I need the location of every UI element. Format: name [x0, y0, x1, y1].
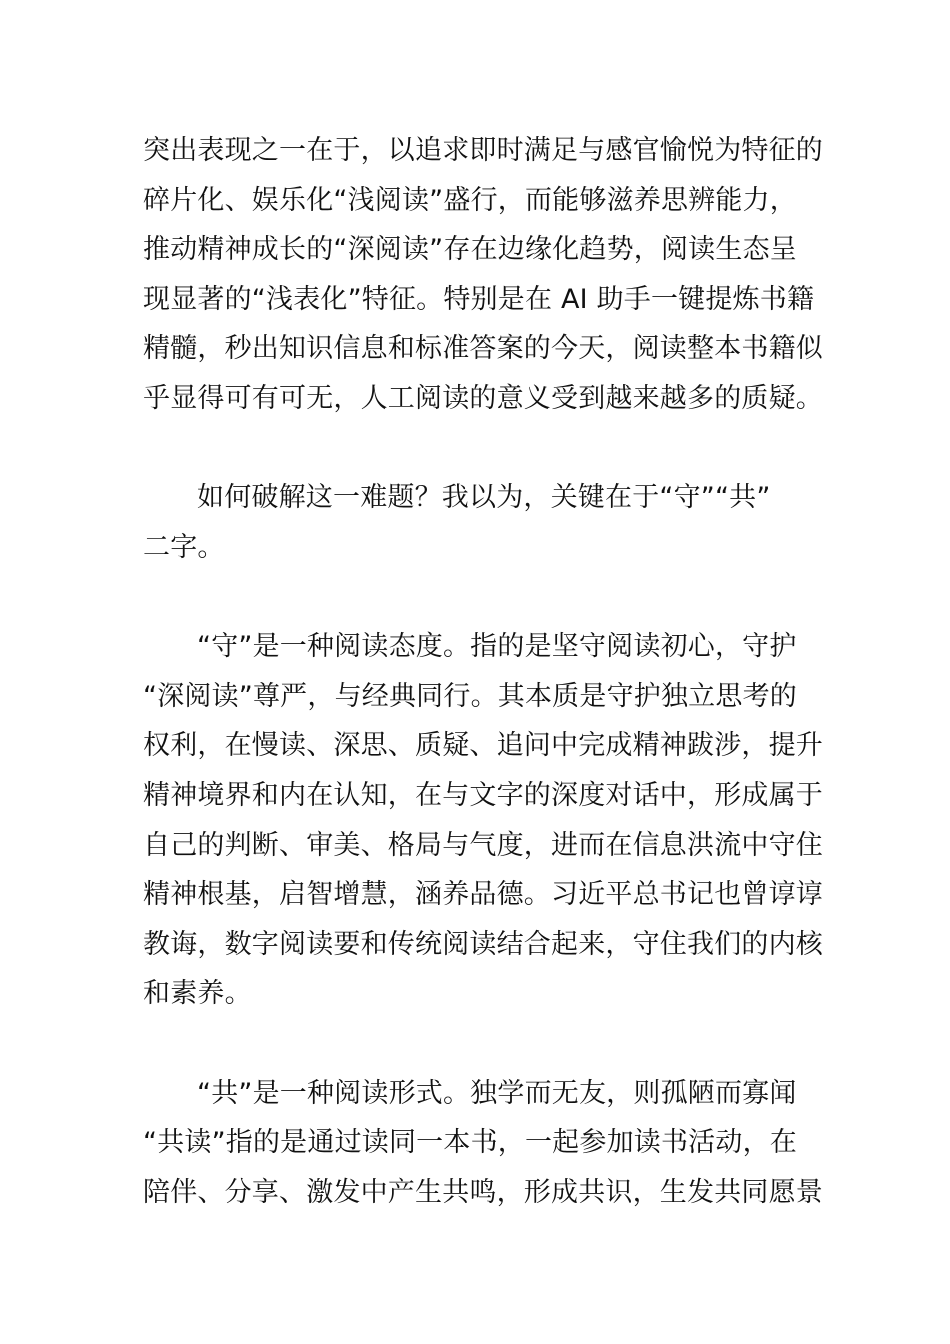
text-line: 自己的判断、审美、格局与气度，进而在信息洪流中守住 [143, 830, 823, 861]
text-line: “守”是一种阅读态度。指的是坚守阅读初心，守护 [197, 631, 797, 662]
text-line: 碎片化、娱乐化“浅阅读”盛行，而能够滋养思辨能力， [143, 185, 797, 216]
text-line: 如何破解这一难题？我以为，关键在于“守”“共” [197, 482, 771, 513]
text-line: 精神根基，启智增慧，涵养品德。习近平总书记也曾谆谆 [143, 879, 823, 910]
text-line: 陪伴、分享、激发中产生共鸣，形成共识，生发共同愿景 [143, 1177, 823, 1208]
text-line: “深阅读”尊严，与经典同行。其本质是守护独立思考的 [143, 681, 797, 712]
text-line: “共读”指的是通过读同一本书，一起参加读书活动，在 [143, 1127, 797, 1158]
text-line: “共”是一种阅读形式。独学而无友，则孤陋而寡闻 [197, 1078, 797, 1109]
text-line: 精神境界和内在认知，在与文字的深度对话中，形成属于 [143, 780, 823, 811]
text-line: 突出表现之一在于，以追求即时满足与感官愉悦为特征的 [143, 135, 823, 166]
text-line: 推动精神成长的“深阅读”存在边缘化趋势，阅读生态呈 [143, 234, 797, 265]
text-line: 权利，在慢读、深思、质疑、追问中完成精神跋涉，提升 [143, 730, 823, 761]
text-line: 乎显得可有可无，人工阅读的意义受到越来越多的质疑。 [143, 383, 823, 414]
text-line: 教诲，数字阅读要和传统阅读结合起来，守住我们的内核 [143, 929, 823, 960]
text-line: 和素养。 [143, 978, 252, 1009]
text-line: 精髓，秒出知识信息和标准答案的今天，阅读整本书籍似 [143, 333, 823, 364]
text-line: 现显著的“浅表化”特征。特别是在 AI 助手一键提炼书籍 [143, 284, 815, 315]
text-line: 二字。 [143, 532, 225, 563]
